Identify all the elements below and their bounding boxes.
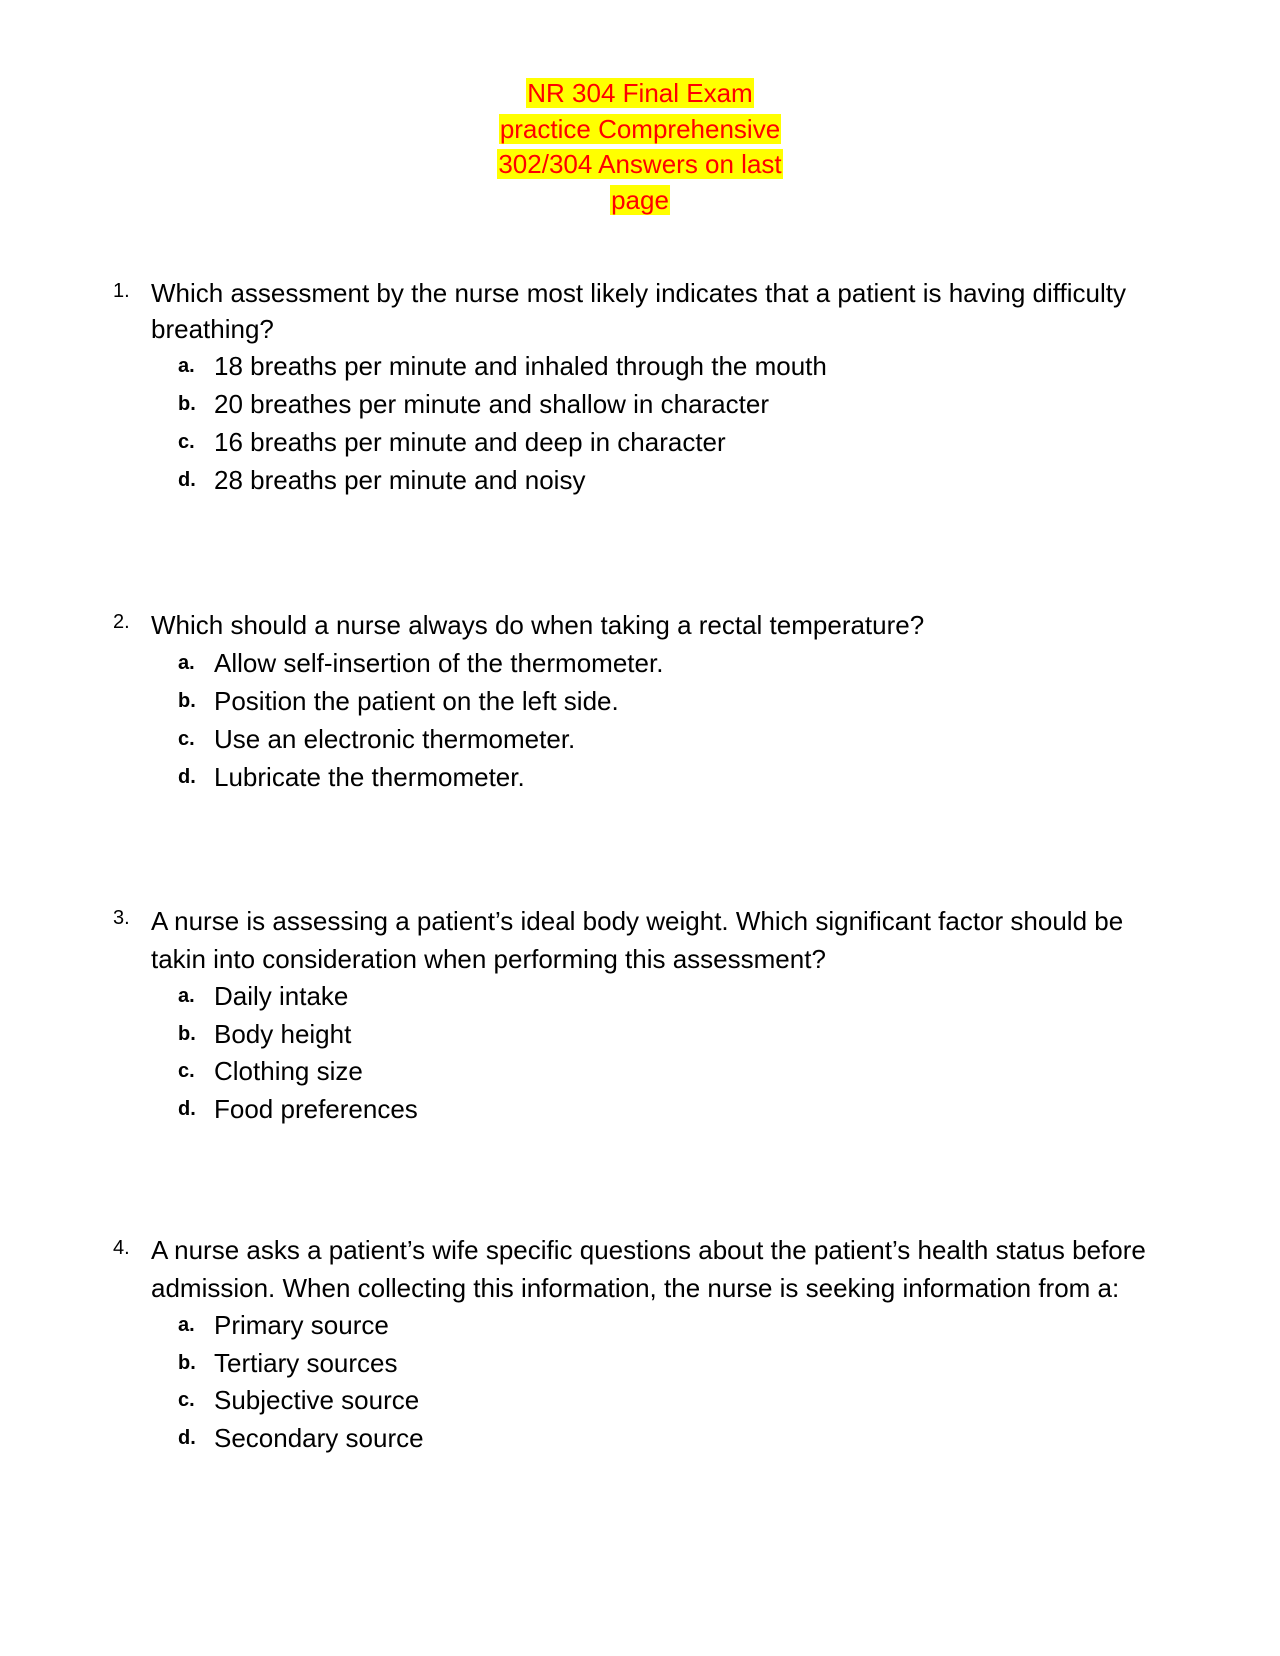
option-text: Allow self-insertion of the thermometer. (214, 648, 664, 678)
option-letter: a. (178, 985, 195, 1007)
option-c (178, 720, 1183, 758)
option-d (178, 758, 1183, 796)
option-text: Lubricate the thermometer. (214, 762, 525, 792)
option-text: 16 breaths per minute and deep in character (214, 427, 726, 457)
question-text: A nurse is assessing a patient’s ideal body weight. Which significant factor should be takin into consideration when performing this assessment? (151, 906, 1124, 974)
option-letter: d. (178, 1426, 196, 1449)
option-text: 28 breaths per minute and noisy (214, 465, 586, 495)
option-a (178, 978, 1183, 1016)
title-line-3: 302/304 Answers on last (498, 149, 782, 179)
option-letter: d. (178, 1097, 196, 1120)
title-line-1: NR 304 Final Exam (527, 78, 753, 108)
option-a (178, 1307, 1183, 1345)
title-line-2: practice Comprehensive (499, 113, 781, 144)
option-text: 20 breathes per minute and shallow in character (214, 389, 769, 419)
option-text: Use an electronic thermometer. (214, 724, 576, 754)
question-number: 4. (113, 1237, 130, 1259)
question-text: A nurse asks a patient’s wife specific questions about the patient’s health status before admission. When collecting this information, the nurse is seeking information from a: (151, 1235, 1146, 1303)
option-a (178, 347, 1183, 385)
option-text: Position the patient on the left side. (214, 686, 619, 716)
option-b (178, 682, 1183, 720)
question-4 (113, 1232, 1183, 1457)
option-letter: b. (178, 690, 196, 712)
question-number: 1. (113, 280, 130, 302)
question-text: Which should a nurse always do when taking a rectal temperature? (151, 610, 925, 640)
option-c (178, 1382, 1183, 1420)
option-b (178, 1016, 1183, 1054)
option-text: Body height (214, 1018, 352, 1049)
option-d (178, 1420, 1183, 1458)
option-text: Daily intake (214, 981, 349, 1011)
option-letter: d. (178, 469, 196, 491)
option-letter: b. (178, 1351, 196, 1374)
option-a (178, 644, 1183, 682)
option-b (178, 385, 1183, 423)
question-3 (113, 902, 1183, 1128)
document-title (0, 76, 1280, 218)
option-c (178, 1053, 1183, 1091)
option-letter: a. (178, 355, 195, 377)
option-b (178, 1345, 1183, 1383)
option-letter: c. (178, 431, 195, 453)
question-number: 2. (113, 611, 130, 633)
title-line-4: page (611, 184, 669, 215)
option-d (178, 1091, 1183, 1129)
option-letter: b. (178, 1022, 196, 1045)
option-letter: c. (178, 1389, 195, 1411)
option-letter: b. (178, 393, 196, 415)
option-letter: c. (178, 1060, 195, 1082)
option-text: Food preferences (214, 1093, 418, 1124)
option-text: Secondary source (214, 1422, 424, 1453)
option-letter: a. (178, 1314, 195, 1336)
option-text: Clothing size (214, 1056, 363, 1086)
option-text: 18 breaths per minute and inhaled through the mouth (214, 351, 827, 381)
option-list (113, 644, 1183, 796)
option-c (178, 423, 1183, 461)
question-2 (113, 606, 1183, 796)
option-text: Tertiary sources (214, 1347, 398, 1378)
question-number: 3. (113, 907, 130, 929)
option-text: Subjective source (214, 1385, 420, 1415)
question-1 (113, 275, 1183, 499)
option-list (113, 347, 1183, 499)
option-list (113, 978, 1183, 1128)
option-d (178, 461, 1183, 499)
option-letter: d. (178, 766, 196, 788)
option-text: Primary source (214, 1310, 389, 1340)
option-letter: c. (178, 728, 195, 750)
option-list (113, 1307, 1183, 1457)
question-text: Which assessment by the nurse most likely indicates that a patient is having difficulty breathing? (151, 278, 1126, 344)
option-letter: a. (178, 652, 195, 674)
